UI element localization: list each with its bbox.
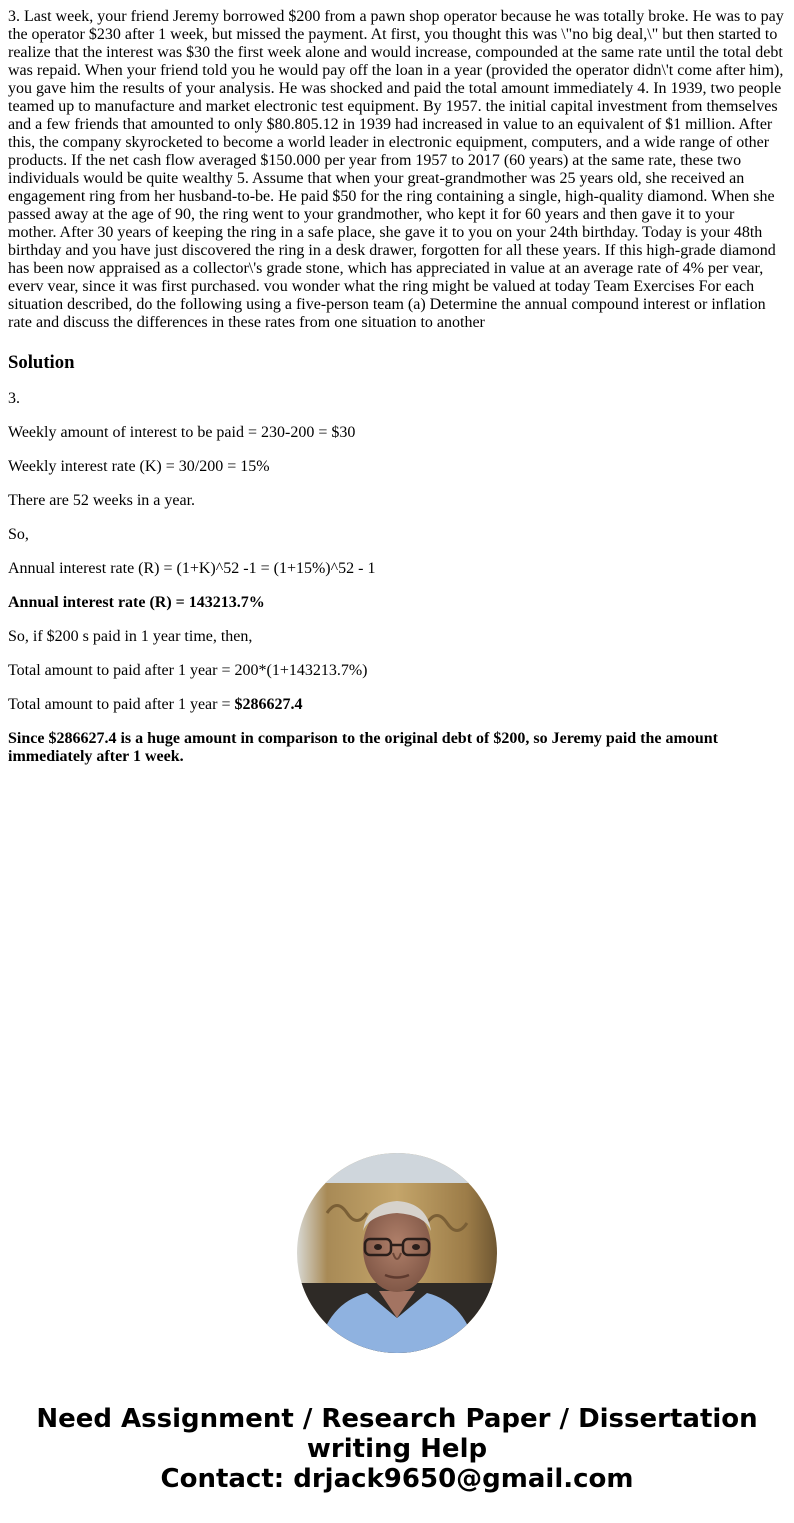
tutor-avatar: [297, 1153, 497, 1353]
annual-rate-formula: Annual interest rate (R) = (1+K)^52 -1 = (1+15%)^52 - 1: [8, 560, 376, 577]
if-paid-text: So, if $200 s paid in 1 year time, then,: [8, 628, 253, 645]
promo-banner: [0, 1404, 794, 1494]
promo-line-1: Need Assignment / Research Paper / Dissertation: [36, 1404, 758, 1434]
promo-contact: Contact: drjack9650@gmail.com: [160, 1464, 634, 1494]
document-content: [8, 8, 786, 782]
weekly-interest-rate: Weekly interest rate (K) = 30/200 = 15%: [8, 458, 270, 475]
total-amount-result: [8, 696, 786, 714]
solution-number: 3.: [8, 390, 20, 407]
weekly-interest-amount: Weekly amount of interest to be paid = 230-200 = $30: [8, 424, 356, 441]
weeks-in-year: There are 52 weeks in a year.: [8, 492, 196, 509]
tutor-portrait-icon: [297, 1153, 497, 1353]
annual-rate-result: Annual interest rate (R) = 143213.7%: [8, 594, 265, 611]
total-amount-label: Total amount to paid after 1 year =: [8, 696, 235, 713]
promo-line-2: writing Help: [306, 1434, 488, 1464]
solution-conclusion: Since $286627.4 is a huge amount in comparison to the original debt of $200, so Jeremy paid the amount immediately after 1 week.: [8, 730, 718, 765]
so-text: So,: [8, 526, 29, 543]
total-amount-value: $286627.4: [234, 696, 303, 713]
question-text: 3. Last week, your friend Jeremy borrowed $200 from a pawn shop operator because he was totally broke. He was to pay the operator $230 after 1 week, but missed the payment. At first, you thought this was \"no big deal,\" but then started to realize that the interest was $30 the first week alone and would increase, compounded at the same rate until the total debt was repaid. When your friend told you he would pay off the loan in a year (provided the operator didn\'t come after him), you gave him the results of your analysis. He was shocked and paid the total amount immediately 4. In 1939, two people teamed up to manufacture and market electronic test equipment. By 1957. the initial capital investment from themselves and a few friends that amounted to only $80.805.12 in 1939 had increased in value to an equivalent of $1 million. After this, the company skyrocketed to become a world leader in electronic equipment, computers, and a wide range of other products. If the net cash flow averaged $150.000 per year from 1957 to 2017 (60 years) at the same rate, these two individuals would be quite wealthy 5. Assume that when your great-grandmother was 25 years old, she received an engagement ring from her husband-to-be. He paid $50 for the ring containing a single, high-quality diamond. When she passed away at the age of 90, the ring went to your grandmother, who kept it for 60 years and then gave it to your mother. After 30 years of keeping the ring in a safe place, she gave it to you on your 24th birthday. Today is your 48th birthday and you have just discovered the ring in a desk drawer, forgotten for all these years. If this high-grade diamond has been now appraised as a collector\'s grade stone, which has appreciated in value at an average rate of 4% per vear, everv vear, since it was first purchased. vou wonder what the ring might be valued at today Team Exercises For each situation described, do the following using a five-person team (a) Determine the annual compound interest or inflation rate and discuss the differences in these rates from one situation to another: [8, 8, 784, 331]
solution-heading: Solution: [8, 352, 75, 373]
total-amount-formula: Total amount to paid after 1 year = 200*(1+143213.7%): [8, 662, 368, 679]
